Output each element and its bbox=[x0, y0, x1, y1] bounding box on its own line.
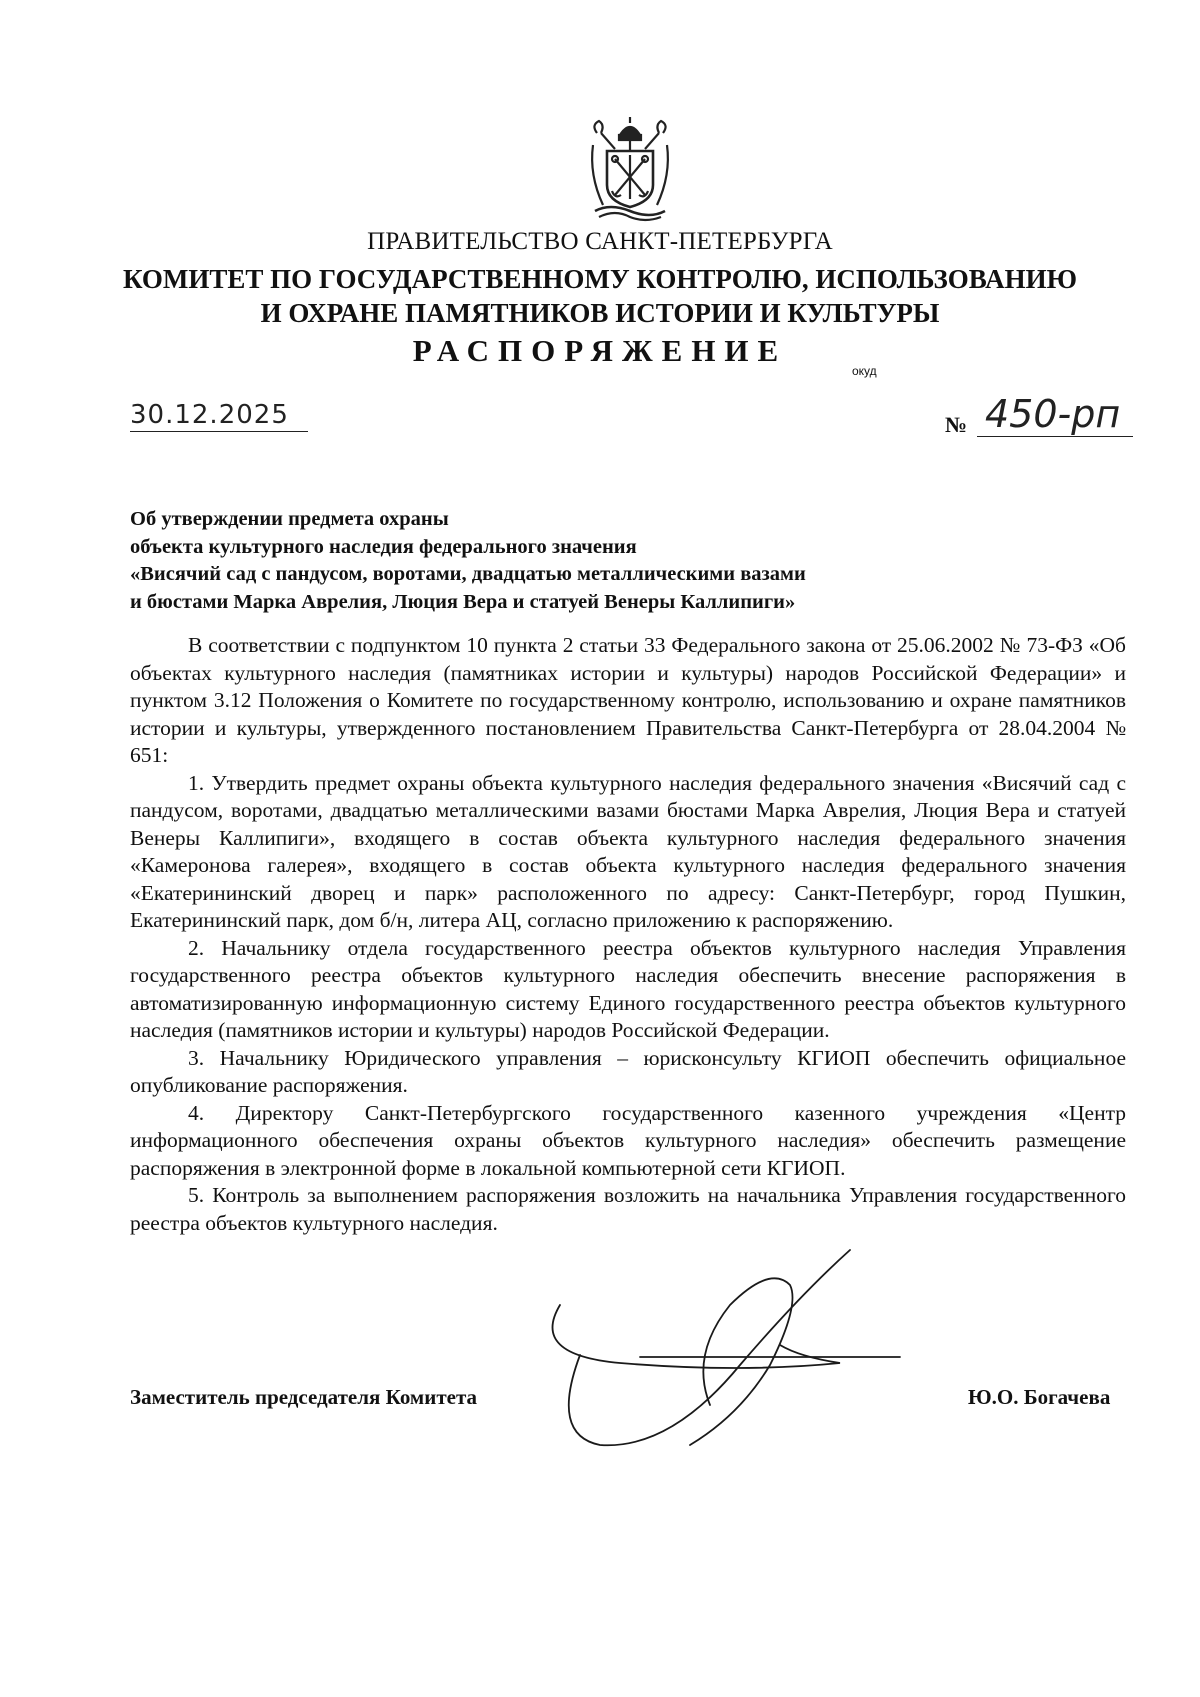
committee-title-line-2: И ОХРАНЕ ПАМЯТНИКОВ ИСТОРИИ И КУЛЬТУРЫ bbox=[260, 298, 940, 328]
subject-line-2: объекта культурного наследия федерального значения bbox=[130, 535, 637, 558]
handwritten-signature-icon bbox=[540, 1245, 920, 1455]
subject-line-3: «Висячий сад с пандусом, воротами, двадцатью металлическими вазами bbox=[130, 563, 806, 585]
item-5-paragraph: 5. Контроль за выполнением распоряжения возложить на начальника Управления государственного реестра объектов культурного наследия. bbox=[130, 1183, 1126, 1235]
coat-of-arms-icon bbox=[585, 115, 675, 223]
subject-line-1: Об утверждении предмета охраны bbox=[130, 508, 449, 530]
item-1-paragraph: 1. Утвердить предмет охраны объекта культурного наследия федерального значения «Висячий сад с пандусом, воротами, двадцатью металлическими вазами бюстами Марка Аврелия, Люция Вера и статуей Венеры Каллипиги», входящего в состав объекта культурного наследия федерального значения «Камеронова галерея», входящего в состав объекта культурного наследия федерального значения «Екатерининский дворец и парк» расположенного по адресу: Санкт-Петербург, город Пушкин, Екатерининский парк, дом б/н, литера АЦ, согласно приложению к распоряжению. bbox=[130, 770, 1126, 932]
preamble-paragraph: В соответствии с подпунктом 10 пункта 2 статьи 33 Федерального закона от 25.06.2002 № 73-ФЗ «Об объектах культурного наследия (памятниках истории и культуры) народов Российской Федерации» и пунктом 3.12 Положения о Комитете по государственному контролю, использованию и охране памятников истории и культуры, утвержденного постановлением Правительства Санкт-Петербурга от 28.04.2004 № 651: bbox=[130, 633, 1126, 767]
document-date: 30.12.2025 bbox=[130, 400, 308, 432]
document-subject bbox=[130, 506, 1030, 616]
item-3-paragraph: 3. Начальнику Юридического управления – юрисконсульту КГИОП обеспечить официальное опубликование распоряжения. bbox=[130, 1045, 1126, 1097]
okud-label: окуд bbox=[852, 364, 877, 378]
signer-position: Заместитель председателя Комитета bbox=[130, 1385, 478, 1409]
document-number: 450-рп bbox=[977, 392, 1133, 437]
subject-line-4: и бюстами Марка Аврелия, Люция Вера и статуей Венеры Каллипиги» bbox=[130, 590, 796, 613]
item-4-paragraph: 4. Директору Санкт-Петербургского государственного казенного учреждения «Центр информационного обеспечения охраны объектов культурного наследия» обеспечить размещение распоряжения в электронной форме в локальной компьютерной сети КГИОП. bbox=[130, 1100, 1126, 1180]
item-2-paragraph: 2. Начальнику отдела государственного реестра объектов культурного наследия Управления государственного реестра объектов культурного наследия обеспечить внесение распоряжения в автоматизированную информационную систему Единого государственного реестра объектов культурного наследия (памятников истории и культуры) народов Российской Федерации. bbox=[130, 935, 1126, 1042]
committee-title-line-1: КОМИТЕТ ПО ГОСУДАРСТВЕННОМУ КОНТРОЛЮ, ИСПОЛЬЗОВАНИЮ bbox=[123, 264, 1077, 294]
committee-title bbox=[0, 262, 1200, 330]
government-title: ПРАВИТЕЛЬСТВО САНКТ-ПЕТЕРБУРГА bbox=[367, 228, 833, 255]
signer-name: Ю.О. Богачева bbox=[968, 1385, 1111, 1409]
document-body bbox=[130, 632, 1126, 1237]
number-sign: № bbox=[945, 412, 968, 437]
document-type-title: РАСПОРЯЖЕНИЕ bbox=[412, 333, 788, 368]
